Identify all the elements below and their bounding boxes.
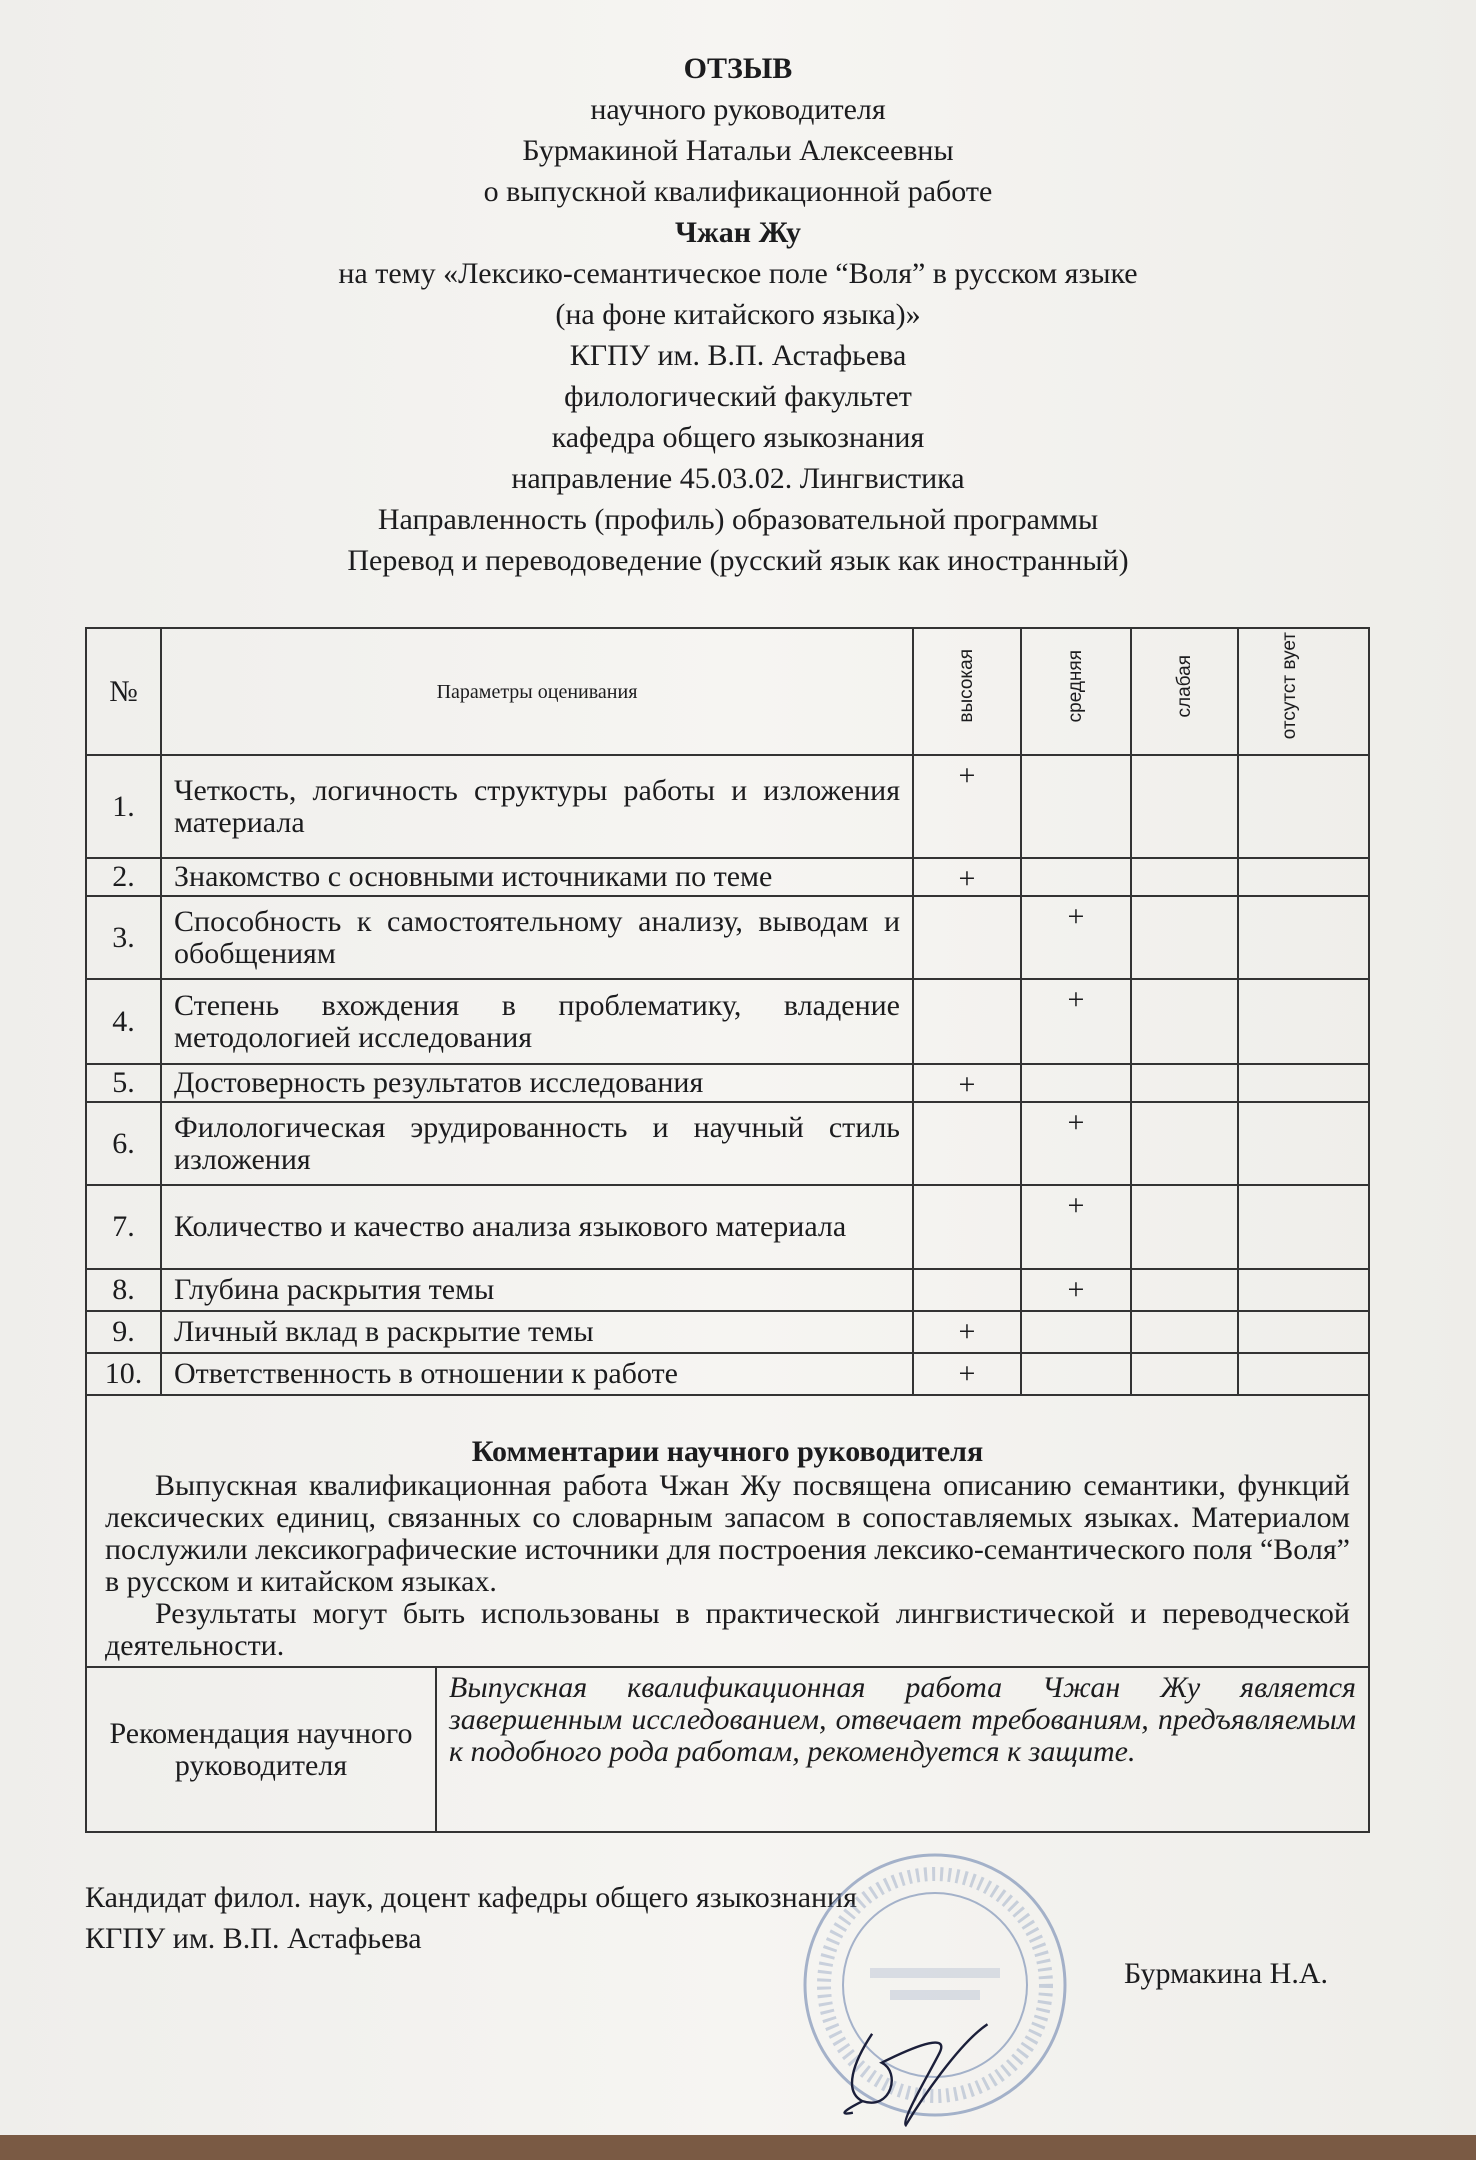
table-row <box>86 1311 1369 1353</box>
document-title: ОТЗЫВ <box>683 52 793 85</box>
rating-cell <box>1021 979 1131 1064</box>
plus-mark: + <box>958 862 976 895</box>
comments-row <box>86 1395 1369 1667</box>
table-row <box>86 1269 1369 1311</box>
row-number: 10. <box>86 1353 161 1395</box>
org-line: Направленность (профиль) образовательной программы <box>377 503 1099 536</box>
row-number: 1. <box>86 755 161 858</box>
row-number: 6. <box>86 1102 161 1185</box>
rating-cell <box>1131 755 1238 858</box>
rating-cell <box>913 1064 1021 1102</box>
org-line: кафедра общего языкознания <box>551 421 925 454</box>
rating-cell <box>1021 1064 1131 1102</box>
plus-mark: + <box>1067 1273 1085 1306</box>
signer-name: Бурмакина Н.А. <box>1124 1957 1328 1990</box>
rating-cell <box>1021 1185 1131 1269</box>
row-parameter: Способность к самостоятельному анализу, выводам и обобщениям <box>161 896 913 979</box>
evaluation-table <box>85 627 1370 1833</box>
org-line: направление 45.03.02. Лингвистика <box>511 462 965 495</box>
recommendation-row <box>86 1667 1369 1832</box>
rating-cell <box>1238 858 1369 896</box>
plus-mark: + <box>1067 900 1085 933</box>
header-parameters: Параметры оценивания <box>161 628 913 755</box>
rating-cell <box>1131 1353 1238 1395</box>
table-row <box>86 1102 1369 1185</box>
rating-cell <box>913 896 1021 979</box>
comment-paragraph: Выпускная квалификационная работа Чжан Жу посвящена описанию семантики, функций лексических единиц, связанных со словарным запасом в сопоставляемых языках. Материалом послужили лексикографические источники для построения лексико-семантического поля “Воля” в русском и китайском языках. <box>105 1469 1350 1598</box>
rating-cell <box>1131 1102 1238 1185</box>
rating-cell <box>1021 858 1131 896</box>
org-line: КГПУ им. В.П. Астафьева <box>569 339 907 372</box>
student-name: Чжан Жу <box>675 216 801 249</box>
rating-cell <box>1021 1311 1131 1353</box>
table-row <box>86 858 1369 896</box>
header-line: Бурмакиной Натальи Алексеевны <box>522 134 954 167</box>
rating-cell <box>913 1353 1021 1395</box>
header-absent: отсутст вует <box>1238 628 1369 755</box>
topic-line: (на фоне китайского языка)» <box>555 298 921 331</box>
row-number: 3. <box>86 896 161 979</box>
rating-cell <box>1238 1353 1369 1395</box>
row-parameter: Знакомство с основными источниками по теме <box>161 858 913 896</box>
plus-mark: + <box>958 1357 976 1390</box>
document-header <box>0 48 1476 581</box>
header-high: высокая <box>913 628 1021 755</box>
rating-cell <box>1238 896 1369 979</box>
rating-cell <box>913 1185 1021 1269</box>
rating-cell <box>913 1269 1021 1311</box>
rating-cell <box>1238 1102 1369 1185</box>
table-row <box>86 1353 1369 1395</box>
rating-cell <box>1131 1064 1238 1102</box>
rating-cell <box>1021 1102 1131 1185</box>
row-number: 4. <box>86 979 161 1064</box>
plus-mark: + <box>958 1068 976 1101</box>
topic-line: на тему «Лексико-семантическое поле “Воля” в русском языке <box>338 257 1138 290</box>
document-body <box>85 627 1368 1994</box>
row-parameter: Количество и качество анализа языкового материала <box>161 1185 913 1269</box>
rating-cell <box>1238 1064 1369 1102</box>
rating-cell <box>1238 755 1369 858</box>
header-weak: слабая <box>1131 628 1238 755</box>
comment-paragraph: Результаты могут быть использованы в практической лингвистической и переводческой деятельности. <box>105 1597 1350 1662</box>
rating-cell <box>1238 979 1369 1064</box>
rating-cell <box>1238 1311 1369 1353</box>
rating-cell <box>1021 1353 1131 1395</box>
row-parameter: Четкость, логичность структуры работы и изложения материала <box>161 755 913 858</box>
plus-mark: + <box>1067 1189 1085 1222</box>
table-header-row <box>86 628 1369 755</box>
row-parameter: Ответственность в отношении к работе <box>161 1353 913 1395</box>
rating-cell <box>1131 896 1238 979</box>
signer-org: КГПУ им. В.П. Астафьева <box>85 1922 422 1955</box>
header-medium: средняя <box>1021 628 1131 755</box>
comments-section <box>86 1395 1369 1667</box>
row-parameter: Достоверность результатов исследования <box>161 1064 913 1102</box>
rating-cell <box>1021 755 1131 858</box>
row-number: 8. <box>86 1269 161 1311</box>
rating-cell <box>1131 858 1238 896</box>
rating-cell <box>913 1311 1021 1353</box>
signer-position: Кандидат филол. наук, доцент кафедры общего языкознания <box>85 1881 857 1914</box>
org-line: Перевод и переводоведение (русский язык как иностранный) <box>347 544 1129 577</box>
signature-block <box>85 1877 1368 1994</box>
table-row <box>86 979 1369 1064</box>
table-row <box>86 1064 1369 1102</box>
row-parameter: Личный вклад в раскрытие темы <box>161 1311 913 1353</box>
rating-cell <box>913 755 1021 858</box>
recommendation-text: Выпускная квалификационная работа Чжан Жу является завершенным исследованием, отвечает требованиям, предъявляемым к подобного рода работам, рекомендуется к защите. <box>449 1671 1356 1768</box>
rating-cell <box>1131 1311 1238 1353</box>
table-surface <box>0 2135 1476 2160</box>
rating-cell <box>1131 1269 1238 1311</box>
comments-title: Комментарии научного руководителя <box>471 1435 984 1468</box>
rating-cell <box>913 858 1021 896</box>
row-parameter: Степень вхождения в проблематику, владение методологией исследования <box>161 979 913 1064</box>
row-number: 9. <box>86 1311 161 1353</box>
recommendation-label: Рекомендация научного руководителя <box>87 1668 437 1831</box>
row-number: 5. <box>86 1064 161 1102</box>
recommendation-cell <box>86 1667 1369 1832</box>
rating-cell <box>1131 979 1238 1064</box>
rating-cell <box>1131 1185 1238 1269</box>
row-parameter: Глубина раскрытия темы <box>161 1269 913 1311</box>
rating-cell <box>1238 1269 1369 1311</box>
table-row <box>86 896 1369 979</box>
header-line: о выпускной квалификационной работе <box>483 175 993 208</box>
row-parameter: Филологическая эрудированность и научный стиль изложения <box>161 1102 913 1185</box>
rating-cell <box>913 1102 1021 1185</box>
table-row <box>86 755 1369 858</box>
rating-cell <box>1021 1269 1131 1311</box>
rating-cell <box>1238 1185 1369 1269</box>
plus-mark: + <box>958 759 976 792</box>
rating-cell <box>1021 896 1131 979</box>
row-number: 2. <box>86 858 161 896</box>
plus-mark: + <box>1067 1106 1085 1139</box>
table-row <box>86 1185 1369 1269</box>
header-line: научного руководителя <box>590 93 886 126</box>
header-number: № <box>86 628 161 755</box>
row-number: 7. <box>86 1185 161 1269</box>
rating-cell <box>913 979 1021 1064</box>
plus-mark: + <box>1067 983 1085 1016</box>
org-line: филологический факультет <box>564 380 912 413</box>
plus-mark: + <box>958 1315 976 1348</box>
